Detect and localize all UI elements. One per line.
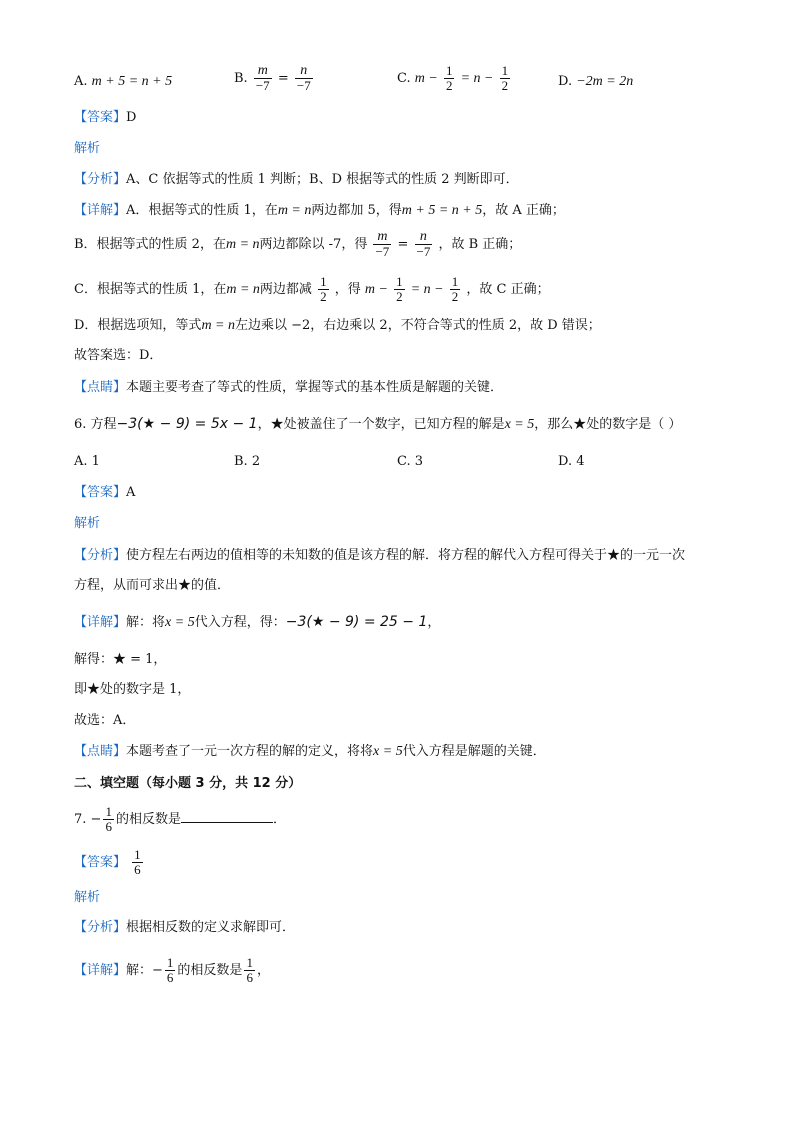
q6-fenxi-line1: 【分析】使方程左右两边的值相等的未知数的值是该方程的解．将方程的解代入方程可得关于★的一元一次 (74, 548, 686, 563)
option-label: B. (234, 71, 248, 86)
q6-answer (74, 483, 135, 503)
q5-option-a (74, 72, 172, 92)
fenxi-tag: 【分析】 (74, 172, 127, 187)
option-label: D. (558, 74, 573, 89)
fraction: $\frac{n}{-7}$ (416, 229, 431, 259)
q5-detail-d: D．根据选项知，等式m = n左边乘以 −2，右边乘以 2，不符合等式的性质 2，故 D 错误； (74, 318, 601, 333)
q6-fenxi-line2: 方程，从而可求出★的值． (74, 578, 231, 593)
option-expr: m + 5 = n + 5 (91, 74, 173, 89)
option-label: C. (397, 71, 411, 86)
fenxi-text: A、C 依据等式的性质 1 判断；B、D 根据等式的性质 2 判断即可． (126, 172, 519, 187)
q6-detail-4: 故选：A． (74, 713, 136, 728)
q7-detail: 【详解】解：− $\frac{1}{6}$ 的相反数是 $\frac{1}{6}$ ， (74, 955, 270, 985)
q6-analysis-heading (74, 514, 100, 534)
q6-option-d: D. 4 (558, 454, 585, 469)
fenxi-tag: 【分析】 (74, 920, 127, 935)
answer-tag: 【答案】 (74, 855, 127, 870)
q5-detail-c: C．根据等式的性质 1，在m = n两边都减 $\frac{1}{2}$ ，得 m − $\frac{1}{2}$ = n − $\frac{1}{2}$ ，故 C 正确； (74, 274, 550, 304)
fraction: $\frac{1}{2}$ (451, 274, 459, 304)
q6-option-a: A. 1 (74, 454, 100, 469)
fraction: $\frac{1}{2}$ (501, 63, 509, 93)
analysis-tag: 解析 (74, 516, 101, 531)
option-expr: −2m = 2n (576, 74, 634, 89)
answer-value: A (126, 485, 136, 500)
q6-detail-3: 即★处的数字是 1， (74, 682, 191, 697)
fraction: $\frac{1}{2}$ (445, 63, 453, 93)
answer-value: D (126, 110, 137, 125)
dianjing-tag: 【点睛】 (74, 744, 127, 759)
detail-tag: 【详解】 (74, 203, 127, 218)
fraction: $\frac{1}{2}$ (320, 274, 327, 304)
fraction: $\frac{1}{6}$ (105, 804, 112, 834)
fraction: $\frac{m}{-7}$ (255, 63, 270, 93)
q5-option-c: C. m − $\frac{1}{2}$ = n − $\frac{1}{2}$ (397, 63, 509, 93)
q5-dianjing: 【点睛】本题主要考查了等式的性质，掌握等式的基本性质是解题的关键． (74, 380, 504, 395)
q6-detail-1: 【详解】解：将x = 5代入方程，得：−3(★ − 9) = 25 − 1， (74, 614, 441, 630)
q5-answer (74, 108, 136, 128)
q5-analysis-heading (74, 139, 100, 159)
q6-dianjing: 【点睛】本题考查了一元一次方程的解的定义，将将x = 5代入方程是解题的关键． (74, 744, 546, 759)
detail-tag: 【详解】 (74, 615, 127, 630)
q7-stem: 7. − $\frac{1}{6}$ 的相反数是 ． (74, 804, 286, 834)
fenxi-tag: 【分析】 (74, 548, 127, 563)
answer-blank[interactable] (181, 808, 273, 823)
equation: −3(★ − 9) = 5x − 1 (116, 416, 258, 432)
q5-detail-a: 【详解】A．根据等式的性质 1，在m = n两边都加 5，得m + 5 = n + 5，故 A 正确； (74, 203, 565, 218)
option-label: A. (74, 74, 88, 89)
q5-conclusion: 故答案选：D． (74, 348, 163, 363)
q5-fenxi (74, 170, 519, 190)
q6-detail-2: 解得：★ = 1， (74, 652, 167, 667)
dianjing-tag: 【点睛】 (74, 380, 127, 395)
answer-tag: 【答案】 (74, 110, 127, 125)
q5-option-d (558, 72, 633, 92)
q7-analysis-heading (74, 888, 100, 908)
fraction: $\frac{1}{6}$ (134, 847, 141, 877)
q6-option-b: B. 2 (234, 454, 261, 469)
fraction: $\frac{1}{2}$ (396, 274, 403, 304)
detail-tag: 【详解】 (74, 963, 127, 978)
fraction: $\frac{1}{6}$ (246, 955, 253, 985)
q5-option-b: B. $\frac{m}{-7}$ = $\frac{n}{-7}$ (234, 63, 311, 93)
answer-tag: 【答案】 (74, 485, 127, 500)
fraction: $\frac{1}{6}$ (166, 955, 174, 985)
q7-answer (74, 848, 145, 877)
q6-option-c: C. 3 (397, 454, 424, 469)
analysis-tag: 解析 (74, 890, 101, 905)
fraction: $\frac{n}{-7}$ (296, 63, 311, 93)
section-title: 二、填空题（每小题 3 分，共 12 分） (74, 776, 302, 791)
fraction: $\frac{m}{-7}$ (375, 229, 390, 259)
q5-detail-b: B．根据等式的性质 2，在m = n两边都除以 -7，得 $\frac{m}{-7}$ = $\frac{n}{-7}$ ，故 B 正确； (74, 229, 522, 259)
q7-fenxi: 【分析】根据相反数的定义求解即可． (74, 920, 296, 935)
analysis-tag: 解析 (74, 141, 101, 156)
q6-stem: 6. 方程−3(★ − 9) = 5x − 1，★处被盖住了一个数字，已知方程的解是x = 5，那么★处的数字是（ ） (74, 416, 682, 432)
